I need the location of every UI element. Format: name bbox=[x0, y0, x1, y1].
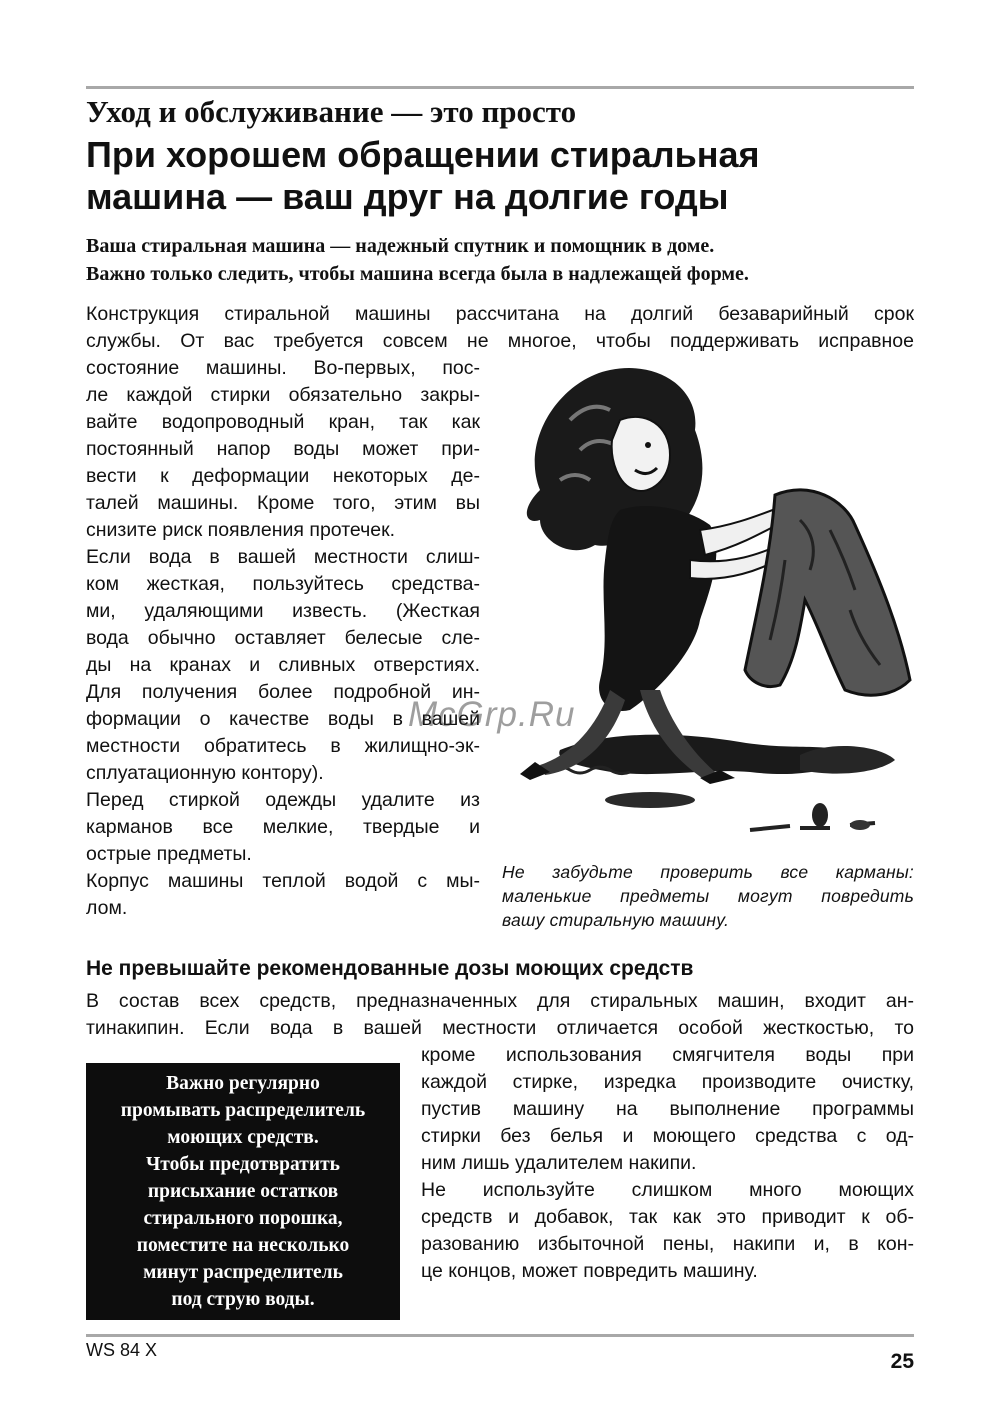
text-line: Корпус машины теплой водой с мы- bbox=[86, 870, 480, 892]
text-line: кроме использования смягчителя воды при bbox=[421, 1044, 914, 1066]
text-line: карманов все мелкие, твердые и bbox=[86, 816, 480, 838]
floor-shadow-2 bbox=[800, 746, 895, 774]
woman-eye bbox=[645, 442, 651, 448]
falling-coin bbox=[850, 820, 870, 830]
text-line: В состав всех средств, предназначенных для стиральных машин, входит ан- bbox=[86, 990, 914, 1012]
watermark: McGrp.Ru bbox=[408, 695, 576, 734]
text-line: ним лишь удалителем накипи. bbox=[421, 1152, 697, 1174]
text-line: талей машины. Кроме того, этим вы bbox=[86, 492, 480, 514]
lead-line-2: Важно только следить, чтобы машина всегда была в надлежащей форме. bbox=[86, 263, 749, 285]
text-line: ком жесткая, пользуйтесь средства- bbox=[86, 573, 480, 595]
text-line: средств и добавок, так как это приводит к об- bbox=[421, 1206, 914, 1228]
text-line: вайте водопроводный кран, так как bbox=[86, 411, 480, 433]
woman-shaking-trousers-illustration bbox=[500, 360, 920, 850]
caption-line: Не забудьте проверить все карманы: bbox=[502, 862, 914, 882]
text-line: пустив машину на выполнение программы bbox=[421, 1098, 914, 1120]
falling-coin bbox=[812, 803, 828, 827]
note-line: присыхание остатков bbox=[147, 1181, 339, 1202]
note-line: минут распределитель bbox=[143, 1262, 343, 1283]
text-line: ми, удаляющими известь. (Жесткая bbox=[86, 600, 480, 622]
left-column-text bbox=[86, 355, 480, 922]
intro-line: Конструкция стиральной машины рассчитана на долгий безаварийный срок bbox=[86, 303, 914, 325]
note-line: промывать распределитель bbox=[120, 1100, 366, 1121]
note-line: поместите на несколько bbox=[136, 1235, 350, 1256]
text-line: лом. bbox=[86, 897, 128, 919]
section-kicker: Уход и обслуживание — это просто bbox=[86, 94, 577, 129]
footer-rule bbox=[86, 1334, 914, 1337]
text-line: сплуатационную контору). bbox=[86, 762, 324, 784]
lead-line-1: Ваша стиральная машина — надежный спутник и помощник в доме. bbox=[86, 235, 715, 257]
note-line: стирального порошка, bbox=[143, 1208, 343, 1229]
text-line: каждой стирке, изредка производите очистку, bbox=[421, 1071, 914, 1093]
right-column-text bbox=[421, 1042, 914, 1285]
text-line: Если вода в вашей местности слиш- bbox=[86, 546, 480, 568]
woman-face bbox=[612, 417, 670, 491]
caption-line: маленькие предметы могут повредить bbox=[502, 886, 914, 906]
text-line: состояние машины. Во-первых, пос- bbox=[86, 357, 480, 379]
note-line: под струю воды. bbox=[171, 1289, 315, 1310]
text-line: стирки без белья и моющего средства с од- bbox=[421, 1125, 914, 1147]
text-line: постоянный напор воды может при- bbox=[86, 438, 480, 460]
text-line: снизите риск появления протечек. bbox=[86, 519, 396, 541]
section-heading: Не превышайте рекомендованные дозы моющих средств bbox=[86, 957, 694, 980]
text-line: местности обратитесь в жилищно-эк- bbox=[86, 735, 480, 757]
text-line: Перед стиркой одежды удалите из bbox=[86, 789, 480, 811]
text-line: ды на кранах и сливных отверстиях. bbox=[86, 654, 480, 676]
text-line: вести к деформации некоторых де- bbox=[86, 465, 480, 487]
title-line-2: машина — ваш друг на долгие годы bbox=[86, 176, 729, 217]
section2-paragraph bbox=[86, 988, 914, 1042]
text-line: ле каждой стирки обязательно закры- bbox=[86, 384, 480, 406]
text-line: разованию избыточной пены, накипи и, в кон- bbox=[421, 1233, 914, 1255]
text-line: острые предметы. bbox=[86, 843, 252, 865]
floor-puddle bbox=[605, 792, 695, 808]
note-line: Важно регулярно bbox=[166, 1073, 320, 1094]
page-title bbox=[86, 134, 914, 218]
figure-caption bbox=[502, 860, 914, 932]
intro-paragraph bbox=[86, 301, 914, 355]
lead-paragraph bbox=[86, 232, 926, 288]
title-line-1: При хорошем обращении стиральная bbox=[86, 134, 760, 175]
text-line: Для получения более подробной ин- bbox=[86, 681, 480, 703]
intro-line: службы. От вас требуется совсем не многое, чтобы поддерживать исправное bbox=[86, 330, 914, 352]
page-number: 25 bbox=[890, 1350, 914, 1373]
text-line: це концов, может повредить машину. bbox=[421, 1260, 758, 1282]
note-box bbox=[86, 1063, 400, 1320]
text-line: тинакипин. Если вода в вашей местности отличается особой жесткостью, то bbox=[86, 1017, 914, 1039]
note-line: моющих средств. bbox=[167, 1127, 319, 1148]
text-line: формации о качестве воды в вашей bbox=[86, 708, 480, 730]
text-line: вода обычно оставляет белесые сле- bbox=[86, 627, 480, 649]
footer-model: WS 84 X bbox=[86, 1340, 158, 1360]
caption-line: вашу стиральную машину. bbox=[502, 910, 730, 930]
woman-dress bbox=[599, 506, 716, 711]
note-line: Чтобы предотвратить bbox=[146, 1154, 340, 1175]
top-rule bbox=[86, 86, 914, 89]
text-line: Не используйте слишком много моющих bbox=[421, 1179, 914, 1201]
